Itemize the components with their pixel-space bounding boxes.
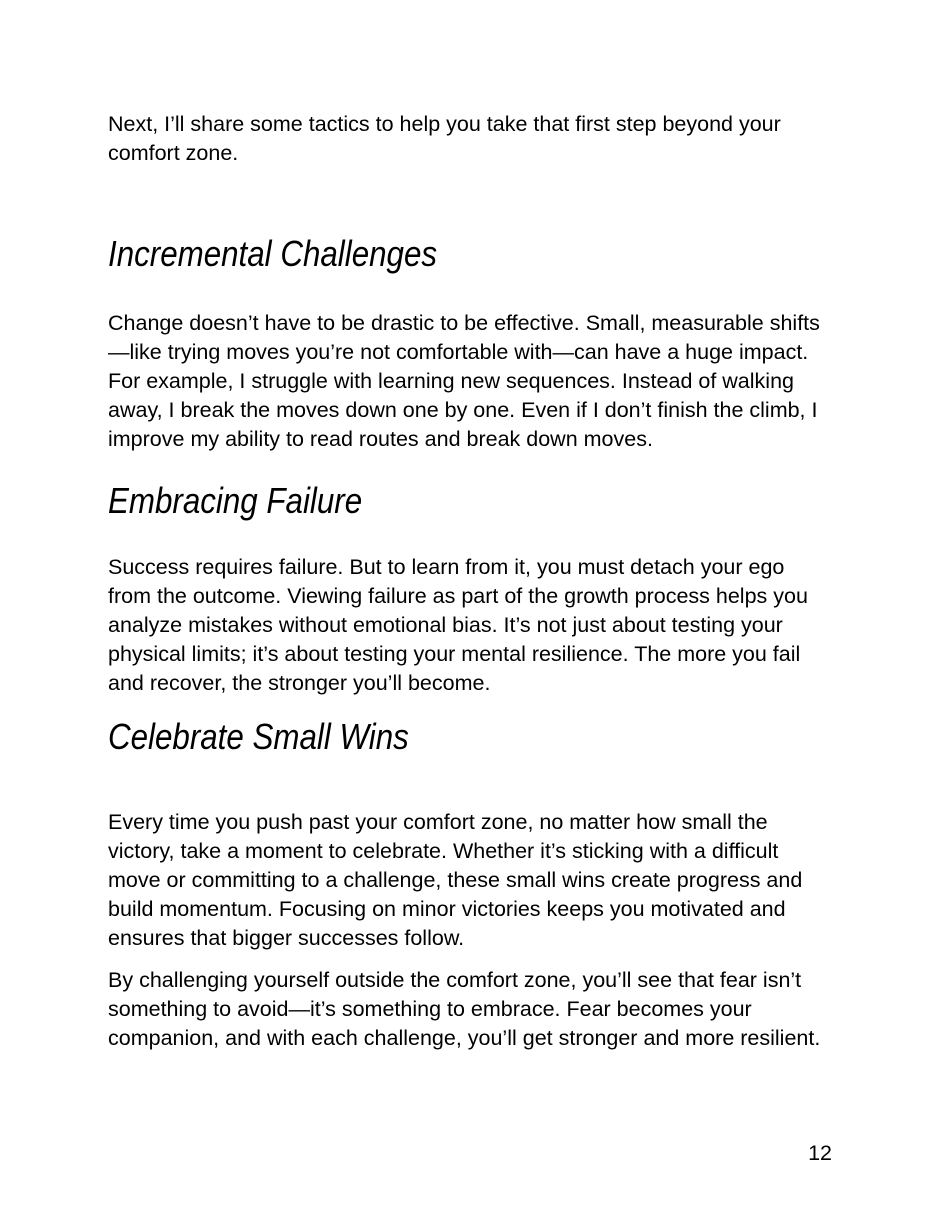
heading-celebrate-small-wins-text: Celebrate Small Wins bbox=[108, 716, 409, 757]
heading-embracing-failure-text: Embracing Failure bbox=[108, 480, 363, 521]
heading-celebrate-small-wins bbox=[108, 715, 832, 759]
paragraph-embracing-failure: Success requires failure. But to learn from it, you must detach your ego from the outcome. Viewing failure as part of the growth process helps you analyze mistakes without emotional bias. It’s not just about testing your physical limits; it’s about testing your mental resilience. The more you fail and recover, the stronger you’ll become. bbox=[108, 555, 808, 695]
intro-paragraph: Next, I’ll share some tactics to help you take that first step beyond your comfort zone. bbox=[108, 112, 781, 165]
page-number: 12 bbox=[808, 1141, 832, 1165]
heading-incremental-challenges bbox=[108, 232, 832, 276]
heading-incremental-challenges-text: Incremental Challenges bbox=[108, 233, 438, 274]
paragraph-incremental-challenges: Change doesn’t have to be drastic to be effective. Small, measurable shifts—like trying moves you’re not comfortable with—can have a huge impact. For example, I struggle with learning new sequences. Instead of walking away, I break the moves down one by one. Even if I don’t finish the climb, I improve my ability to read routes and break down moves. bbox=[108, 311, 820, 451]
paragraph-celebrate-small-wins: Every time you push past your comfort zone, no matter how small the victory, take a moment to celebrate. Whether it’s sticking with a difficult move or committing to a challenge, these small wins create progress and build momentum. Focusing on minor victories keeps you motivated and ensures that bigger successes follow. bbox=[108, 810, 803, 950]
paragraph-closing: By challenging yourself outside the comfort zone, you’ll see that fear isn’t something to avoid—it’s something to embrace. Fear becomes your companion, and with each challenge, you’ll get stronger and more resilient. bbox=[108, 968, 821, 1050]
heading-embracing-failure bbox=[108, 479, 832, 523]
